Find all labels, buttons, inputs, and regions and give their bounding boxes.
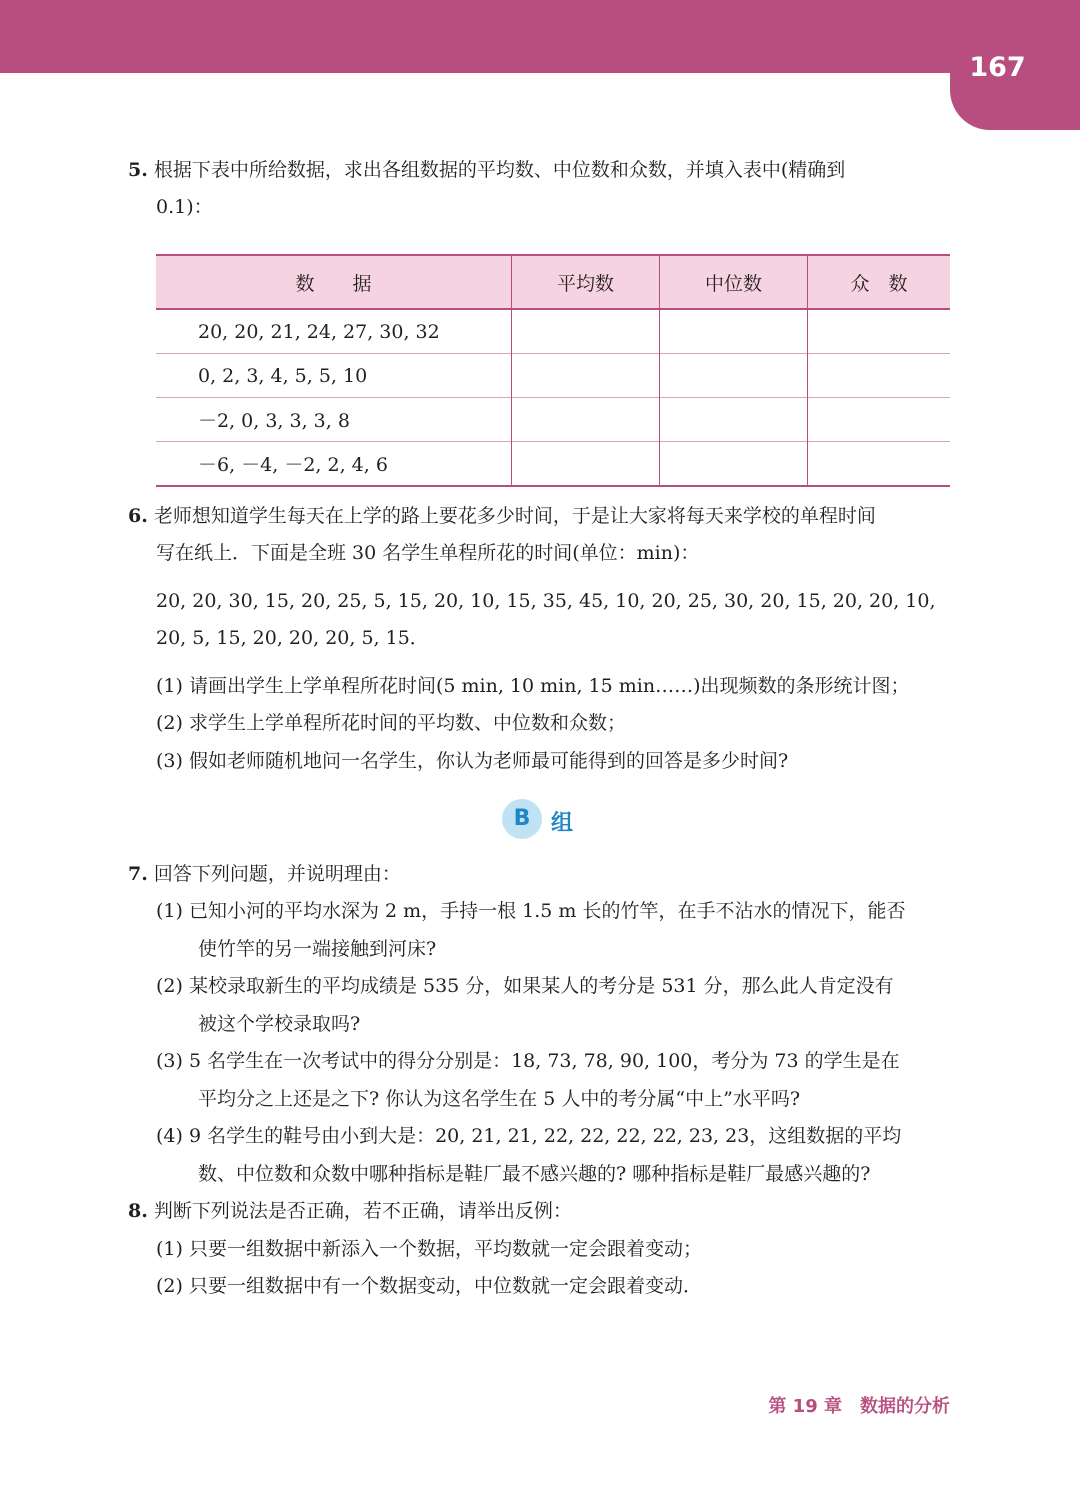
group-b-badge: B [502,799,542,839]
q6-number: 6. [128,505,148,527]
table-header-row [156,255,950,309]
q8-sub1: (1) 只要一组数据中新添入一个数据，平均数就一定会跟着变动； [156,1238,702,1260]
q8-number: 8. [128,1200,148,1222]
page-number: 167 [969,52,1026,83]
q5-data-table [156,254,950,487]
q6-sub2: (2) 求学生上学单程所花时间的平均数、中位数和众数； [156,712,626,734]
q7-sub4-line1: (4) 9 名学生的鞋号由小到大是：20, 21, 21, 22, 22, 22, 22, 23, 23，这组数据的平均 [156,1125,902,1147]
q7-number: 7. [128,863,148,885]
q7-text: 回答下列问题，并说明理由： [153,863,401,885]
q6-data-line1: 20, 20, 30, 15, 20, 25, 5, 15, 20, 10, 15, 35, 45, 10, 20, 25, 30, 20, 15, 20, 20, 10, [156,590,936,612]
q5-number: 5. [128,159,148,181]
q8-line1 [128,1199,572,1223]
data-cell: 20, 20, 21, 24, 27, 30, 32 [156,309,512,354]
mode-cell[interactable] [808,398,951,442]
q7-sub2-line1: (2) 某校录取新生的平均成绩是 535 分，如果某人的考分是 531 分，那么此人肯定没有 [156,975,894,997]
q6-sub3: (3) 假如老师随机地问一名学生，你认为老师最可能得到的回答是多少时间? [156,750,789,772]
mean-cell[interactable] [512,442,660,487]
header-data: 数 据 [156,255,512,309]
q5-text-line2: 0.1)： [156,196,213,218]
q7-sub1-line2: 使竹竿的另一端接触到河床? [198,938,437,960]
table-row [156,442,950,487]
data-cell: －6, －4, －2, 2, 4, 6 [156,442,512,487]
q7-sub1-line1: (1) 已知小河的平均水深为 2 m，手持一根 1.5 m 长的竹竿，在手不沾水的情况下，能否 [156,900,906,922]
median-cell[interactable] [660,309,808,354]
chapter-footer: 第 19 章 数据的分析 [768,1396,950,1417]
q5-line1 [128,158,845,182]
table-row [156,354,950,398]
mean-cell[interactable] [512,309,660,354]
q6-line1 [128,504,876,528]
q7-sub3-line1: (3) 5 名学生在一次考试中的得分分别是：18, 73, 78, 90, 100，考分为 73 的学生是在 [156,1050,900,1072]
mode-cell[interactable] [808,354,951,398]
q6-text-line2: 写在纸上．下面是全班 30 名学生单程所花的时间(单位：min)： [156,542,700,564]
q7-sub2-line2: 被这个学校录取吗? [198,1013,361,1035]
q6-text: 老师想知道学生每天在上学的路上要花多少时间，于是让大家将每天来学校的单程时间 [153,505,876,527]
q5-text: 根据下表中所给数据，求出各组数据的平均数、中位数和众数，并填入表中(精确到 [153,159,846,181]
mean-cell[interactable] [512,354,660,398]
mode-cell[interactable] [808,309,951,354]
q8-text: 判断下列说法是否正确，若不正确，请举出反例： [153,1200,572,1222]
header-median: 中位数 [660,255,808,309]
data-cell: 0, 2, 3, 4, 5, 5, 10 [156,354,512,398]
mean-cell[interactable] [512,398,660,442]
q6-data-line2: 20, 5, 15, 20, 20, 20, 5, 15． [156,627,429,649]
group-label: 组 [551,811,574,836]
mode-cell[interactable] [808,442,951,487]
q8-sub2: (2) 只要一组数据中有一个数据变动，中位数就一定会跟着变动． [156,1275,702,1297]
table-row [156,398,950,442]
q7-sub3-line2: 平均分之上还是之下? 你认为这名学生在 5 人中的考分属“中上”水平吗? [198,1088,801,1110]
table-row [156,309,950,354]
header-mode: 众 数 [808,255,951,309]
header-band [0,0,1080,73]
median-cell[interactable] [660,354,808,398]
median-cell[interactable] [660,442,808,487]
median-cell[interactable] [660,398,808,442]
data-cell: －2, 0, 3, 3, 3, 8 [156,398,512,442]
q7-sub4-line2: 数、中位数和众数中哪种指标是鞋厂最不感兴趣的? 哪种指标是鞋厂最感兴趣的? [198,1163,871,1185]
q6-sub1: (1) 请画出学生上学单程所花时间(5 min, 10 min, 15 min……)出现频数的条形统计图； [156,675,910,697]
header-mean: 平均数 [512,255,660,309]
q7-line1 [128,862,401,886]
